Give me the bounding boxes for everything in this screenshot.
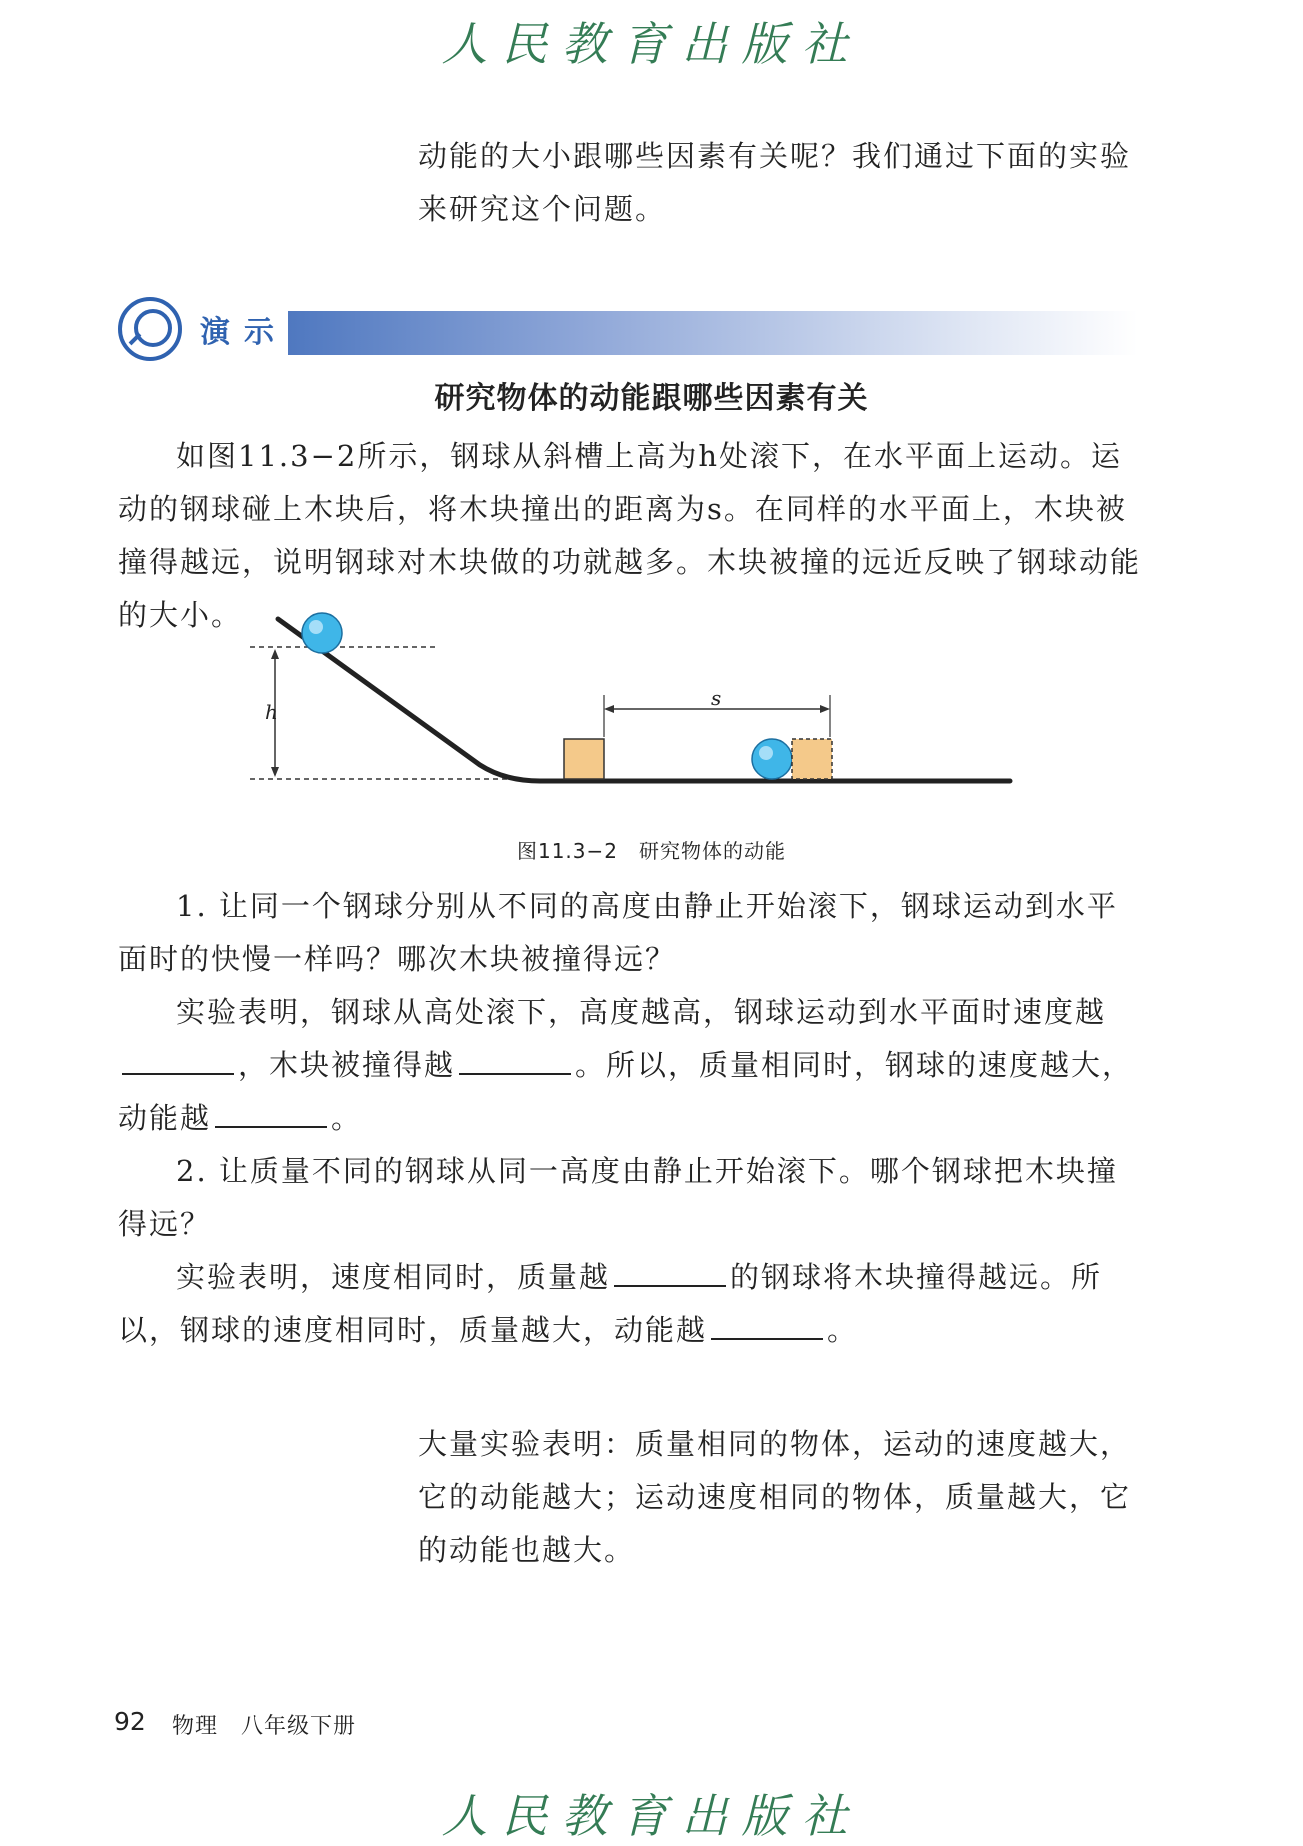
figure-caption: 图11.3−2 研究物体的动能 bbox=[516, 839, 786, 863]
demo-banner-bar bbox=[288, 311, 1138, 355]
page-number: 92 bbox=[114, 1707, 146, 1736]
label-s: s bbox=[711, 686, 722, 710]
blank-2[interactable] bbox=[459, 1047, 571, 1075]
magnifier-icon bbox=[118, 297, 182, 361]
demo-banner bbox=[118, 297, 1138, 359]
question-1: 1. 让同一个钢球分别从不同的高度由静止开始滚下，钢球运动到水平面时的快慢一样吗？哪次木块被撞得远？ bbox=[118, 889, 1118, 976]
wood-block-end bbox=[792, 739, 832, 779]
blank-4[interactable] bbox=[614, 1259, 726, 1287]
label-h: h bbox=[265, 700, 278, 724]
blank-3[interactable] bbox=[215, 1100, 327, 1128]
publisher-watermark-top: 人民教育出版社 bbox=[441, 17, 862, 71]
publisher-watermark-bottom: 人民教育出版社 bbox=[441, 1789, 862, 1843]
ball-top bbox=[302, 613, 342, 653]
wood-block-start bbox=[564, 739, 604, 779]
experiment-figure bbox=[230, 595, 1020, 795]
answer-1: 实验表明，钢球从高处滚下，高度越高，钢球运动到水平面时速度越，木块被撞得越 。所以，质量相同时，钢球的速度越大，动能越 。 bbox=[118, 995, 1134, 1135]
conclusion-paragraph: 大量实验表明：质量相同的物体，运动的速度越大，它的动能越大；运动速度相同的物体，质量越大，它的动能也越大。 bbox=[418, 1427, 1132, 1567]
ramp-and-floor bbox=[278, 619, 1010, 781]
answer-2: 实验表明，速度相同时，质量越 的钢球将木块撞得越远。所以，钢球的速度相同时，质量越大，动能越 。 bbox=[118, 1260, 1103, 1347]
experiment-description: 如图11.3−2所示，钢球从斜槽上高为h处滚下，在水平面上运动。运动的钢球碰上木块后，将木块撞出的距离为s。在同样的水平面上，木块被撞得越远，说明钢球对木块做的功就越多。木块被撞的远近反映了钢球动能的大小。 bbox=[118, 439, 1142, 632]
blank-5[interactable] bbox=[711, 1312, 823, 1340]
experiment-title: 研究物体的动能跟哪些因素有关 bbox=[434, 381, 869, 416]
ball-bottom bbox=[752, 739, 792, 779]
intro-paragraph: 动能的大小跟哪些因素有关呢？我们通过下面的实验来研究这个问题。 bbox=[418, 139, 1132, 226]
demo-label: 演示 bbox=[200, 315, 288, 350]
book-title: 物理 八年级下册 bbox=[172, 1714, 357, 1739]
blank-1[interactable] bbox=[122, 1047, 234, 1075]
question-2: 2. 让质量不同的钢球从同一高度由静止开始滚下。哪个钢球把木块撞得远？ bbox=[118, 1154, 1118, 1241]
